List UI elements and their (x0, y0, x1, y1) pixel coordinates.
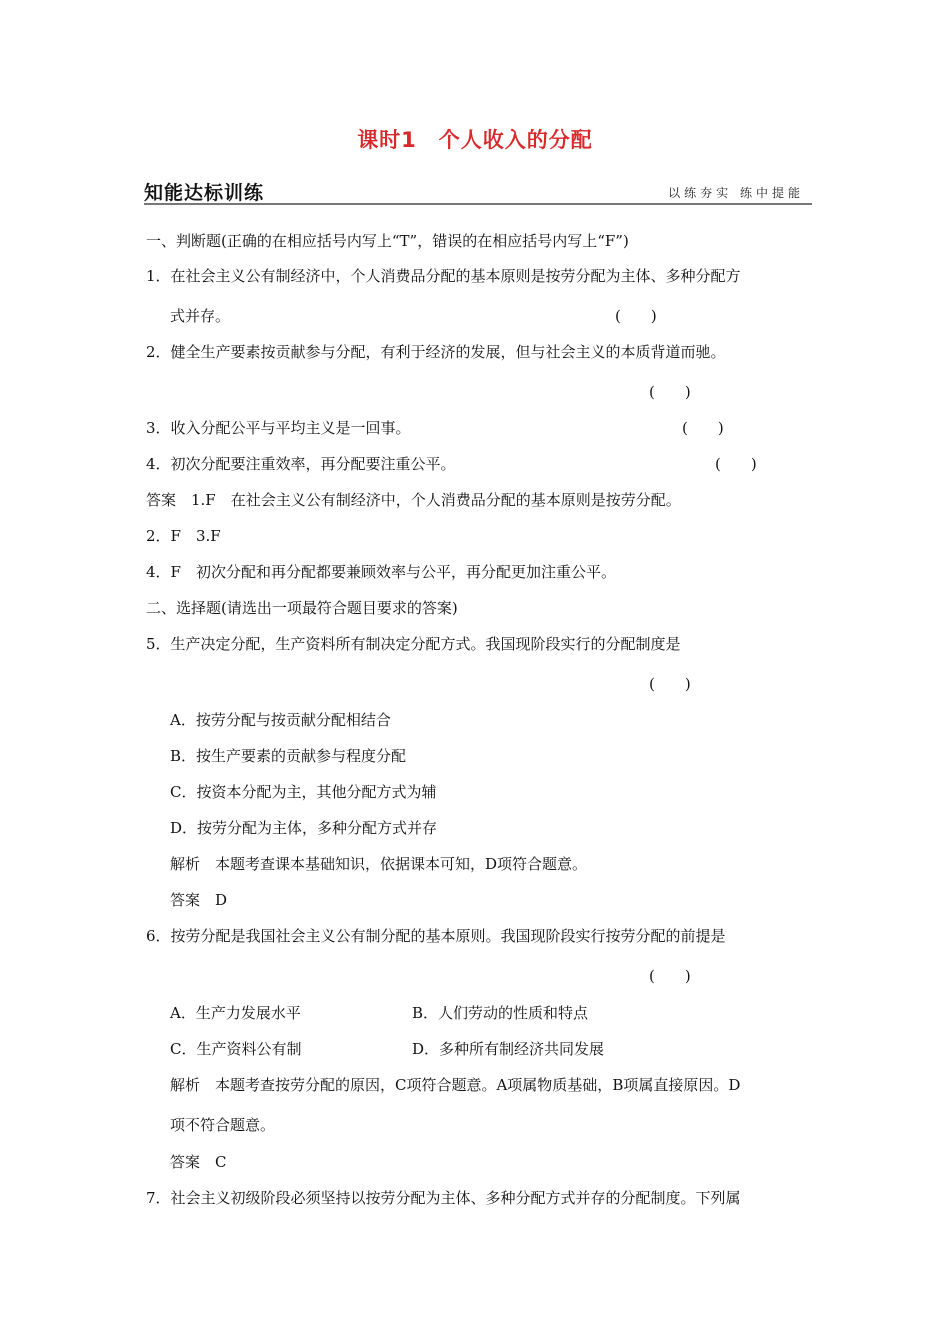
q6-option-b: B．人们劳动的性质和特点 (412, 1004, 589, 1022)
q5-answer: 答案 D (170, 891, 228, 909)
q3-text: 3．收入分配公平与平均主义是一回事。 (146, 419, 411, 437)
q6-answer: 答案 C (170, 1153, 227, 1171)
q7-stem: 7．社会主义初级阶段必须坚持以按劳分配为主体、多种分配方式并存的分配制度。下列属 (146, 1189, 741, 1207)
q6-analysis-line2: 项不符合题意。 (170, 1116, 276, 1134)
q6-option-a: A．生产力发展水平 (170, 1004, 301, 1022)
q5-stem: 5．生产决定分配，生产资料所有制决定分配方式。我国现阶段实行的分配制度是 (146, 635, 681, 653)
q1-text-line2: 式并存。 (170, 307, 231, 325)
q5-option-d: D．按劳分配为主体，多种分配方式并存 (170, 819, 438, 837)
q5-analysis: 解析 本题考查课本基础知识，依据课本可知，D项符合题意。 (170, 855, 588, 873)
q2-answer-blank[interactable]: ( ) (649, 383, 691, 401)
q1-text-line1: 1．在社会主义公有制经济中，个人消费品分配的基本原则是按劳分配为主体、多种分配方 (146, 267, 741, 285)
q1-answer-blank[interactable]: ( ) (615, 307, 657, 325)
section2-heading: 二、选择题(请选出一项最符合题目要求的答案) (146, 599, 458, 617)
q5-option-a: A．按劳分配与按贡献分配相结合 (170, 711, 391, 729)
q5-option-b: B．按生产要素的贡献参与程度分配 (170, 747, 407, 765)
q6-option-c: C．生产资料公有制 (170, 1040, 302, 1058)
banner-title: 知能达标训练 (144, 182, 265, 204)
q4-answer-blank[interactable]: ( ) (715, 455, 757, 473)
banner-subtitle: 以练夯实 练中提能 (668, 186, 804, 200)
answers1-line3: 4．F 初次分配和再分配都要兼顾效率与公平，再分配更加注重公平。 (146, 563, 616, 581)
q6-analysis-line1: 解析 本题考查按劳分配的原因，C项符合题意。A项属物质基础，B项属直接原因。D (170, 1076, 741, 1094)
page-title: 课时1 个人收入的分配 (357, 128, 593, 152)
q5-option-c: C．按资本分配为主，其他分配方式为辅 (170, 783, 437, 801)
q6-answer-blank[interactable]: ( ) (649, 967, 691, 985)
q5-answer-blank[interactable]: ( ) (649, 675, 691, 693)
answers1-line1: 答案 1.F 在社会主义公有制经济中，个人消费品分配的基本原则是按劳分配。 (146, 491, 681, 509)
section1-heading: 一、判断题(正确的在相应括号内写上“T”，错误的在相应括号内写上“F”) (146, 232, 629, 250)
q6-stem: 6．按劳分配是我国社会主义公有制分配的基本原则。我国现阶段实行按劳分配的前提是 (146, 927, 726, 945)
section-banner (144, 178, 812, 204)
q6-option-d: D．多种所有制经济共同发展 (412, 1040, 605, 1058)
q4-text: 4．初次分配要注重效率，再分配要注重公平。 (146, 455, 456, 473)
banner-divider (144, 203, 812, 205)
answers1-line2: 2．F 3.F (146, 527, 221, 545)
q3-answer-blank[interactable]: ( ) (682, 419, 724, 437)
q2-text: 2．健全生产要素按贡献参与分配，有利于经济的发展，但与社会主义的本质背道而驰。 (146, 343, 726, 361)
